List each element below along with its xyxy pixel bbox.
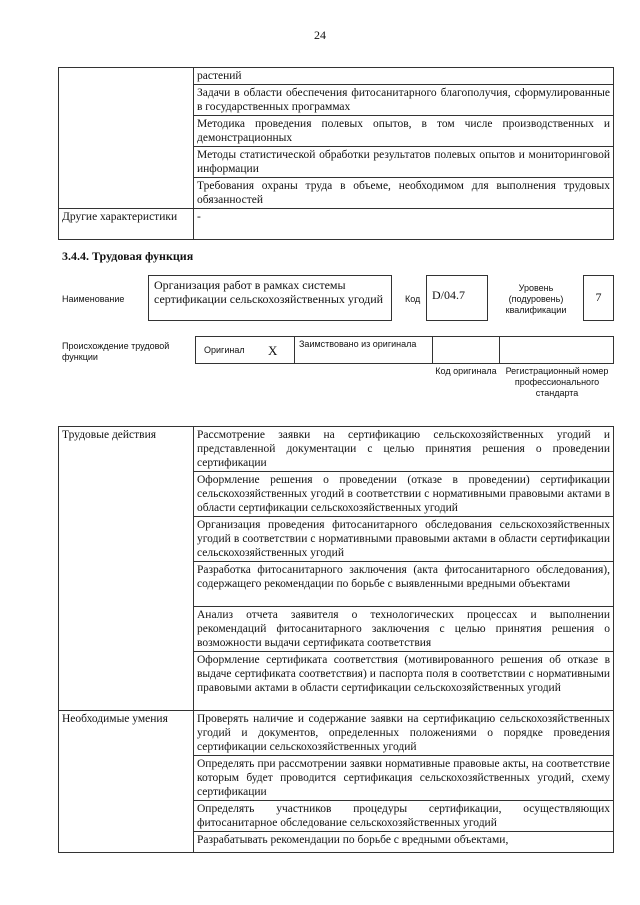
borrowed-box: Заимствовано из оригинала [294,336,433,364]
knowledge-item: Требования охраны труда в объеме, необходимом для выполнения трудовых обязанностей [194,178,614,209]
original-box [195,336,295,364]
reg-number-box [499,336,614,364]
other-characteristics-label: Другие характеристики [59,209,194,240]
knowledge-item: Методика проведения полевых опытов, в том числе производственных и демонстрационных [194,116,614,147]
code-original-box [432,336,500,364]
knowledge-item: растений [194,68,614,85]
level-label: Уровень (подуровень) квалификации [505,283,567,315]
knowledge-item: Методы статистической обработки результатов полевых опытов и мониторинговой информации [194,147,614,178]
name-label: Наименование [62,294,125,304]
action-item: Рассмотрение заявки на сертификацию сельскохозяйственных угодий и представленной документации с целью принятия решения о проведении сертификации [194,427,614,472]
other-characteristics-value: - [194,209,614,240]
code-original-caption: Код оригинала [435,366,497,376]
actions-label: Трудовые действия [59,427,194,711]
top-knowledge-table [58,67,614,240]
skill-item: Проверять наличие и содержание заявки на сертификацию сельскохозяйственных угодий и документов, определенных положениями о порядке проведения сертификации сельскохозяйственных угодий [194,711,614,756]
function-code-value: D/04.7 [426,275,488,321]
skill-item: Разрабатывать рекомендации по борьбе с вредными объектами, [194,832,614,853]
skill-item: Определять участников процедуры сертификации, осуществляющих фитосанитарное обследование сельскохозяйственных угодий [194,801,614,832]
main-table [58,426,614,853]
section-heading: 3.4.4. Трудовая функция [62,249,194,263]
level-value: 7 [583,275,614,321]
action-item: Оформление решения о проведении (отказе в проведении) сертификации сельскохозяйственных угодий в соответствии с нормативными правовыми актами в области сертификации сельскохозяйственных угодий [194,472,614,517]
knowledge-item: Задачи в области обеспечения фитосанитарного благополучия, сформулированные в государственных программах [194,85,614,116]
skills-label: Необходимые умения [59,711,194,853]
code-label: Код [405,294,421,304]
original-mark: X [268,343,278,358]
page-number: 24 [314,28,326,42]
action-item: Разработка фитосанитарного заключения (акта фитосанитарного обследования), содержащего рекомендации по борьбе с выявленными вредными объектами [194,562,614,607]
reg-number-caption: Регистрационный номер профессионального стандарта [505,366,609,398]
action-item: Организация проведения фитосанитарного обследования сельскохозяйственных угодий в соответствии с нормативными правовыми актами в области сертификации сельскохозяйственных угодий [194,517,614,562]
action-item: Оформление сертификата соответствия (мотивированного решения об отказе в выдаче сертификата соответствия) и паспорта поля в соответствии с нормативными правовыми актами в области сертификации сельскохозяйственных угодий [194,652,614,711]
skill-item: Определять при рассмотрении заявки нормативные правовые акты, на соответствие которым будет проводится сертификация сельскохозяйственных угодий, схему сертификации [194,756,614,801]
function-name-value: Организация работ в рамках системы сертификации сельскохозяйственных угодий [148,275,392,321]
action-item: Анализ отчета заявителя о технологических процессах и выполнении рекомендаций фитосанитарного заключения с целью принятия решения о возможности выдачи сертификата соответствия [194,607,614,652]
empty-label-cell [59,68,194,209]
original-label: Оригинал [204,345,245,355]
origin-label: Происхождение трудовой функции [62,341,170,362]
